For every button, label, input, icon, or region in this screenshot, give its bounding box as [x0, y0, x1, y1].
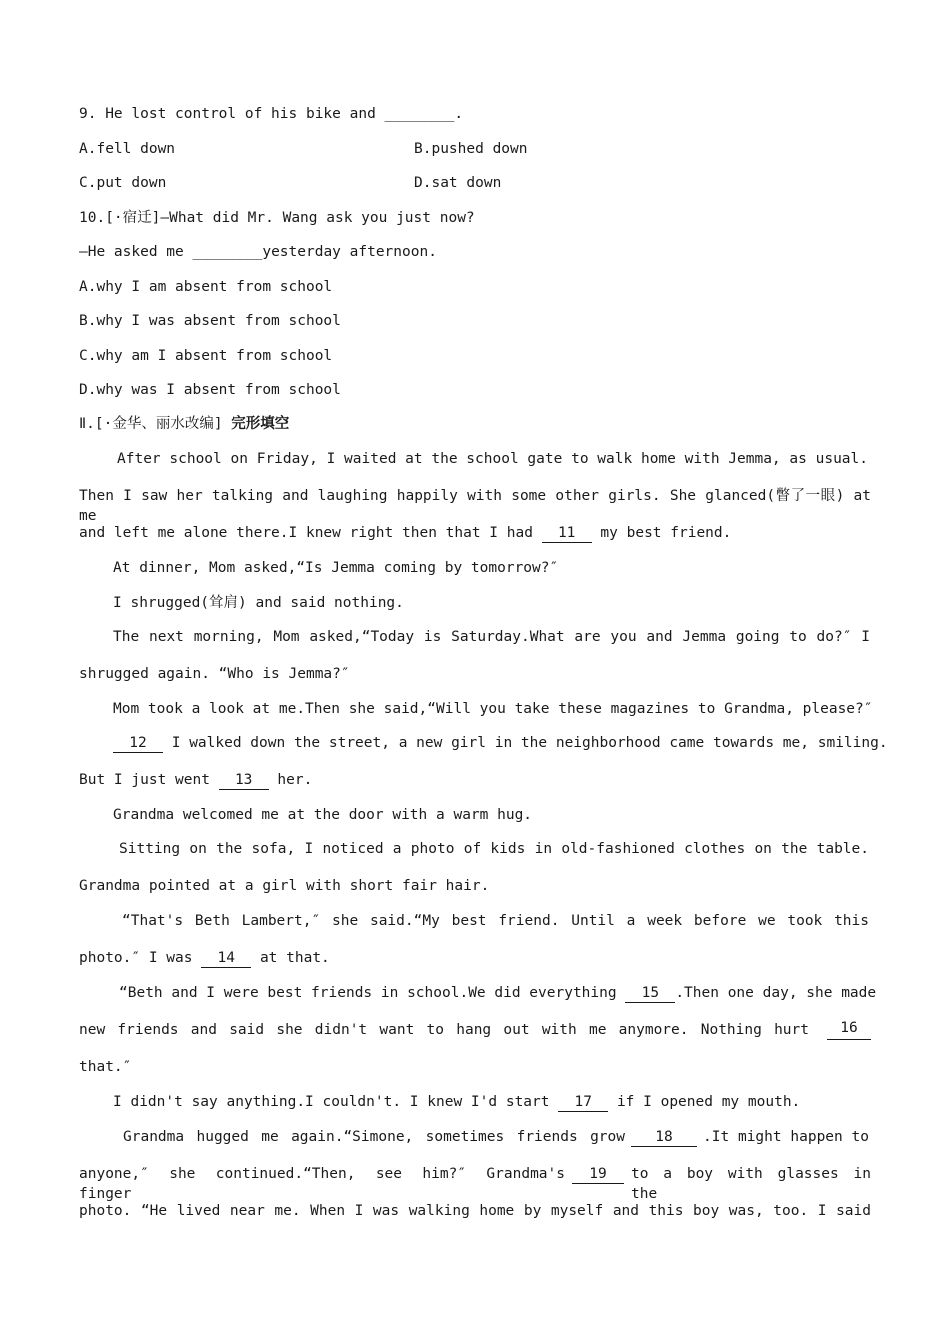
passage-p5: Mom took a look at me.Then she said,“Will you take these magazines to Grandma, please?″ — [113, 701, 873, 717]
blank-11: 11 — [542, 525, 592, 543]
passage-p10-line1 — [119, 983, 876, 1003]
passage-p7: Grandma welcomed me at the door with a warm hug. — [113, 807, 533, 823]
text-segment: my best friend. — [591, 525, 732, 541]
question-9-option-b: B.pushed down — [414, 141, 528, 157]
text-segment: “Beth and I were best friends in school.We did everything — [119, 985, 626, 1001]
passage-p4-line1: The next morning, Mom asked,“Today is Saturday.What are you and Jemma going to do?″ I — [113, 629, 870, 645]
text-segment: I walked down the street, a new girl in the neighborhood came towards me, smiling. — [163, 735, 888, 751]
section-heading — [79, 414, 289, 434]
passage-p1-line2: Then I saw her talking and laughing happily with some other girls. She glanced(瞥了一眼) at me — [79, 488, 871, 524]
passage-p2: At dinner, Mom asked,“Is Jemma coming by tomorrow?″ — [113, 560, 559, 576]
question-10-option-d: D.why was I absent from school — [79, 382, 341, 398]
blank-19: 19 — [572, 1166, 624, 1184]
question-9-option-c: C.put down — [79, 175, 167, 191]
question-9-option-a: A.fell down — [79, 141, 176, 157]
question-10-option-b: B.why I was absent from school — [79, 313, 341, 329]
passage-p12-line3: photo. “He lived near me. When I was walking home by myself and this boy was, too. I said — [79, 1203, 871, 1219]
passage-p6-line2 — [79, 770, 312, 790]
reply-after: yesterday afternoon. — [262, 244, 437, 260]
question-10-stem: 10.[·宿迁]—What did Mr. Wang ask you just now? — [79, 210, 475, 226]
text-segment: and left me alone there.I knew right then that I had — [79, 525, 542, 541]
passage-p8-line2: Grandma pointed at a girl with short fair hair. — [79, 878, 490, 894]
text-segment: to a boy with glasses in the — [631, 1166, 871, 1202]
passage-p9-line2 — [79, 948, 330, 968]
reply-before: —He asked me — [79, 244, 193, 260]
question-9-stem: 9. He lost control of his bike and ________. — [79, 106, 464, 122]
text-segment: at that. — [251, 950, 330, 966]
text-segment: .Then one day, she made — [675, 985, 877, 1001]
section-title: 完形填空 — [231, 416, 290, 432]
text-segment: if I opened my mouth. — [608, 1094, 801, 1110]
passage-p10-line2 — [79, 1020, 871, 1040]
question-10-option-c: C.why am I absent from school — [79, 348, 333, 364]
text-segment: Grandma hugged me again.“Simone, sometimes friends grow — [123, 1129, 625, 1145]
passage-p9-line1: “That's Beth Lambert,″ she said.“My best friend. Until a week before we took this — [122, 913, 869, 929]
passage-p8-line1: Sitting on the sofa, I noticed a photo of kids in old-fashioned clothes on the table. — [119, 841, 869, 857]
text-segment: anyone,″ she continued.“Then, see him?″ Grandma's finger — [79, 1166, 565, 1202]
passage-p12-line2 — [79, 1164, 871, 1204]
passage-p12-line1 — [123, 1127, 869, 1147]
question-10-option-a: A.why I am absent from school — [79, 279, 333, 295]
text-segment: new friends and said she didn't want to hang out with me anymore. Nothing hurt — [79, 1022, 809, 1038]
passage-p4-line2: shrugged again. “Who is Jemma?″ — [79, 666, 350, 682]
blank-12: 12 — [113, 735, 163, 753]
passage-p10-line3: that.″ — [79, 1059, 132, 1075]
passage-p11 — [113, 1092, 800, 1112]
text-segment: I didn't say anything.I couldn't. I knew I'd start — [113, 1094, 559, 1110]
text-segment: .It might happen to — [703, 1129, 869, 1145]
text-segment: But I just went — [79, 772, 219, 788]
blank-16: 16 — [827, 1020, 871, 1040]
blank-17: 17 — [558, 1094, 608, 1112]
reply-blank: ________ — [192, 244, 263, 260]
section-prefix: Ⅱ.[·金华、丽水改编] — [79, 416, 232, 432]
question-10-reply — [79, 242, 437, 262]
passage-p3: I shrugged(耸肩) and said nothing. — [113, 595, 404, 611]
passage-p6-line1 — [113, 733, 888, 753]
blank-15: 15 — [625, 985, 675, 1003]
blank-13: 13 — [219, 772, 269, 790]
blank-18: 18 — [631, 1129, 697, 1147]
blank-14: 14 — [201, 950, 251, 968]
text-segment: photo.″ I was — [79, 950, 202, 966]
passage-p1-line3 — [79, 523, 731, 543]
text-segment: her. — [268, 772, 313, 788]
question-9-option-d: D.sat down — [414, 175, 502, 191]
passage-p1-line1: After school on Friday, I waited at the school gate to walk home with Jemma, as usual. — [117, 451, 868, 467]
